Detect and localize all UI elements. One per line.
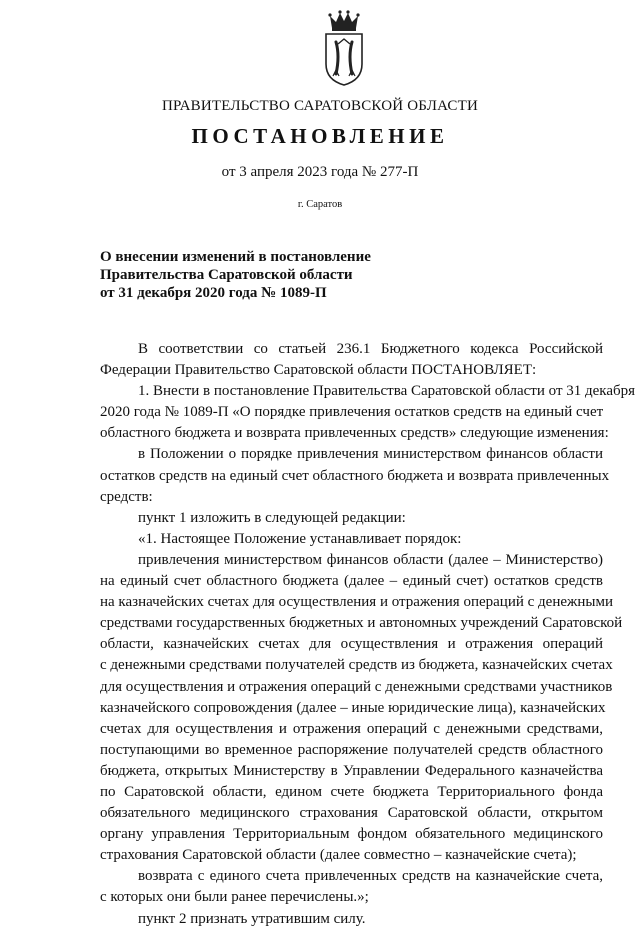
- body-line: бюджета, открытых Министерству в Управлении Федерального казначейства: [100, 762, 603, 779]
- body-line: пункт 1 изложить в следующей редакции:: [138, 509, 406, 526]
- body-line: для осуществления и отражения операций с денежными средствами участников: [100, 678, 613, 695]
- body-line: пункт 2 признать утратившим силу.: [138, 910, 366, 927]
- body-line: Федерации Правительство Саратовской области ПОСТАНОВЛЯЕТ:: [100, 362, 537, 379]
- body-line: на единый счет областного бюджета (далее – единый счет) остатков средств: [100, 573, 603, 590]
- body-line: по Саратовской области, едином счете бюджета Территориального фонда: [100, 783, 603, 800]
- body-line: привлечения министерством финансов области (далее – Министерство): [138, 551, 603, 568]
- document-city: г. Саратов: [297, 199, 343, 210]
- body-line: органу управления Территориальным фондом обязательного медицинского: [100, 826, 603, 843]
- body-line: поступающими во временное распоряжение получателей средств областного: [100, 741, 603, 758]
- body-line: возврата с единого счета привлеченных средств на казначейские счета,: [138, 868, 603, 885]
- body-line: 2020 года № 1089-П «О порядке привлечения остатков средств на единый счет: [100, 404, 604, 421]
- coat-of-arms-emblem: [323, 8, 365, 86]
- body-line: области, казначейских счетах для осуществления и отражения операций: [100, 636, 603, 653]
- subject-line: от 31 декабря 2020 года № 1089-П: [100, 285, 327, 301]
- body-line: страхования Саратовской области (далее совместно – казначейские счета);: [100, 847, 577, 864]
- subject-line: Правительства Саратовской области: [100, 267, 353, 283]
- document-body: [100, 339, 636, 930]
- body-line: в Положении о порядке привлечения министерством финансов области: [138, 446, 603, 463]
- body-line: на казначейских счетах для осуществления и отражения операций с денежными: [100, 594, 613, 611]
- body-line: остатков средств на единый счет областного бюджета и возврата привлеченных: [100, 467, 610, 484]
- body-line: средств:: [100, 488, 153, 505]
- government-name: ПРАВИТЕЛЬСТВО САРАТОВСКОЙ ОБЛАСТИ: [161, 98, 479, 114]
- body-line: 1. Внести в постановление Правительства Саратовской области от 31 декабря: [138, 383, 636, 400]
- document-type: ПОСТАНОВЛЕНИЕ: [191, 124, 449, 148]
- body-line: счетах для осуществления и отражения операций с денежными средствами,: [100, 720, 603, 737]
- body-line: с которых они были ранее перечислены.»;: [100, 889, 369, 906]
- body-line: средствами государственных бюджетных и автономных учреждений Саратовской: [100, 615, 623, 632]
- body-line: обязательного медицинского страхования Саратовской области, открытом: [100, 805, 603, 822]
- body-line: с денежными средствами получателей средств из бюджета, казначейских счетах: [100, 657, 613, 674]
- body-line: областного бюджета и возврата привлеченных средств» следующие изменения:: [100, 425, 609, 442]
- document-subject: [100, 248, 460, 302]
- document-date-number: от 3 апреля 2023 года № 277-П: [221, 164, 419, 180]
- body-line: «1. Настоящее Положение устанавливает порядок:: [138, 530, 462, 547]
- body-line: В соответствии со статьей 236.1 Бюджетного кодекса Российской: [138, 341, 603, 357]
- subject-line: О внесении изменений в постановление: [100, 249, 371, 265]
- body-line: казначейского сопровождения (далее – иные юридические лица), казначейских: [100, 699, 606, 716]
